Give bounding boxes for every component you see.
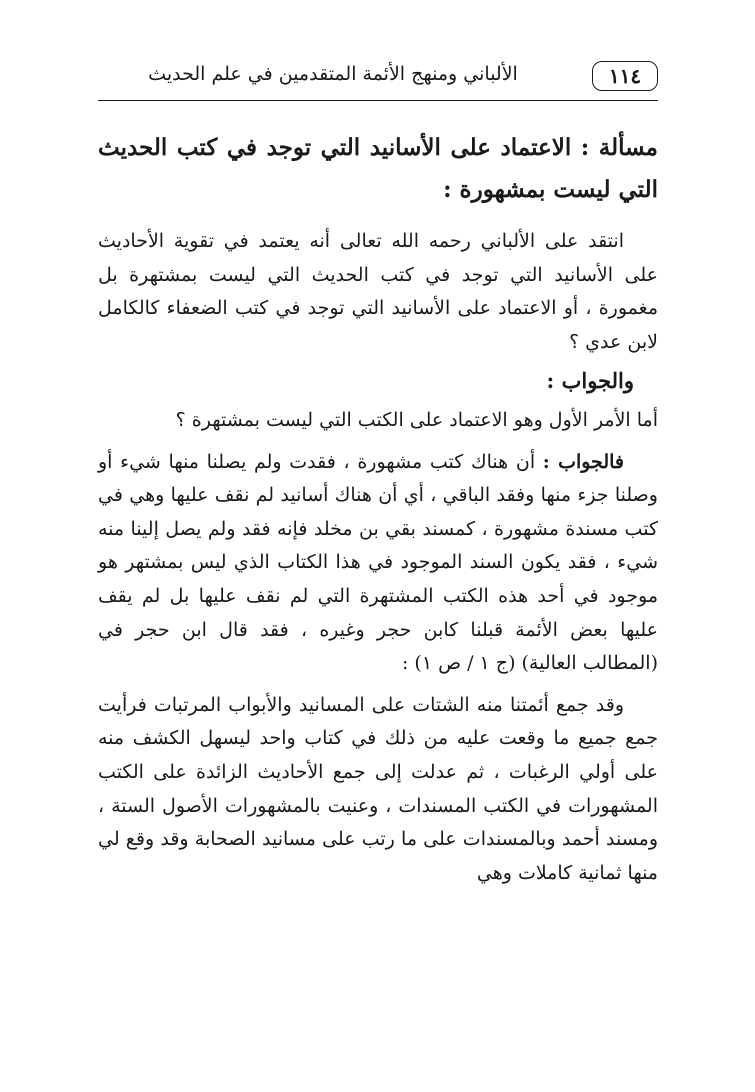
reply-lead: فالجواب : [542,450,624,473]
reply-body: أن هناك كتب مشهورة ، فقدت ولم يصلنا منها شيء أو وصلنا جزء منها وفقد الباقي ، أي أن هناك أسانيد لم نقف عليها وهي في كتب مسندة مشهورة ، كمسند بقي بن مخلد فإنه فقد ولم يصل إلينا منه شيء ، فقد يكون السند الموجود في هذا الكتاب الذي ليس بمشتهر هو موجود في أحد هذه الكتب المشتهرة التي لم نقف عليها بل لم يقف عليها بعض الأئمة قبلنا كابن حجر وغيره ، فقد قال ابن حجر في (المطالب العالية) (ج ١ / ص ١) : [98,450,658,675]
running-title: الألباني ومنهج الأئمة المتقدمين في علم الحديث [148,63,518,85]
reply-paragraph [98,446,658,681]
header-divider [98,100,658,101]
page-body [98,127,658,890]
question-paragraph: انتقد على الألباني رحمه الله تعالى أنه يعتمد في تقوية الأحاديث على الأسانيد التي توجد في كتب الحديث التي ليست بمشتهرة بل مغمورة ، أو الاعتماد على الأسانيد التي توجد في كتب الضعفاء كالكامل لابن عدي ؟ [98,230,658,353]
answer-heading: والجواب : [546,368,634,394]
page-number: ١١٤ [592,61,658,91]
section-title: مسألة : الاعتماد على الأسانيد التي توجد في كتب الحديث التي ليست بمشهورة : [98,134,658,203]
first-matter-paragraph: أما الأمر الأول وهو الاعتماد على الكتب التي ليست بمشتهرة ؟ [175,408,658,431]
page-header [98,55,658,101]
quote-paragraph: وقد جمع أئمتنا منه الشتات على المسانيد والأبواب المرتبات فرأيت جمع جميع ما وقعت عليه من ذلك في كتاب واحد ليسهل الكشف منه على أولي الرغبات ، ثم عدلت إلى جمع الأحاديث الزائدة على الكتب المشهورات في الكتب المسندات ، وعنيت بالمشهورات الأصول الستة ، ومسند أحمد وبالمسندات على ما رتب على مسانيد الصحابة وقد وقع لي منها ثمانية كاملات وهي [98,693,658,884]
